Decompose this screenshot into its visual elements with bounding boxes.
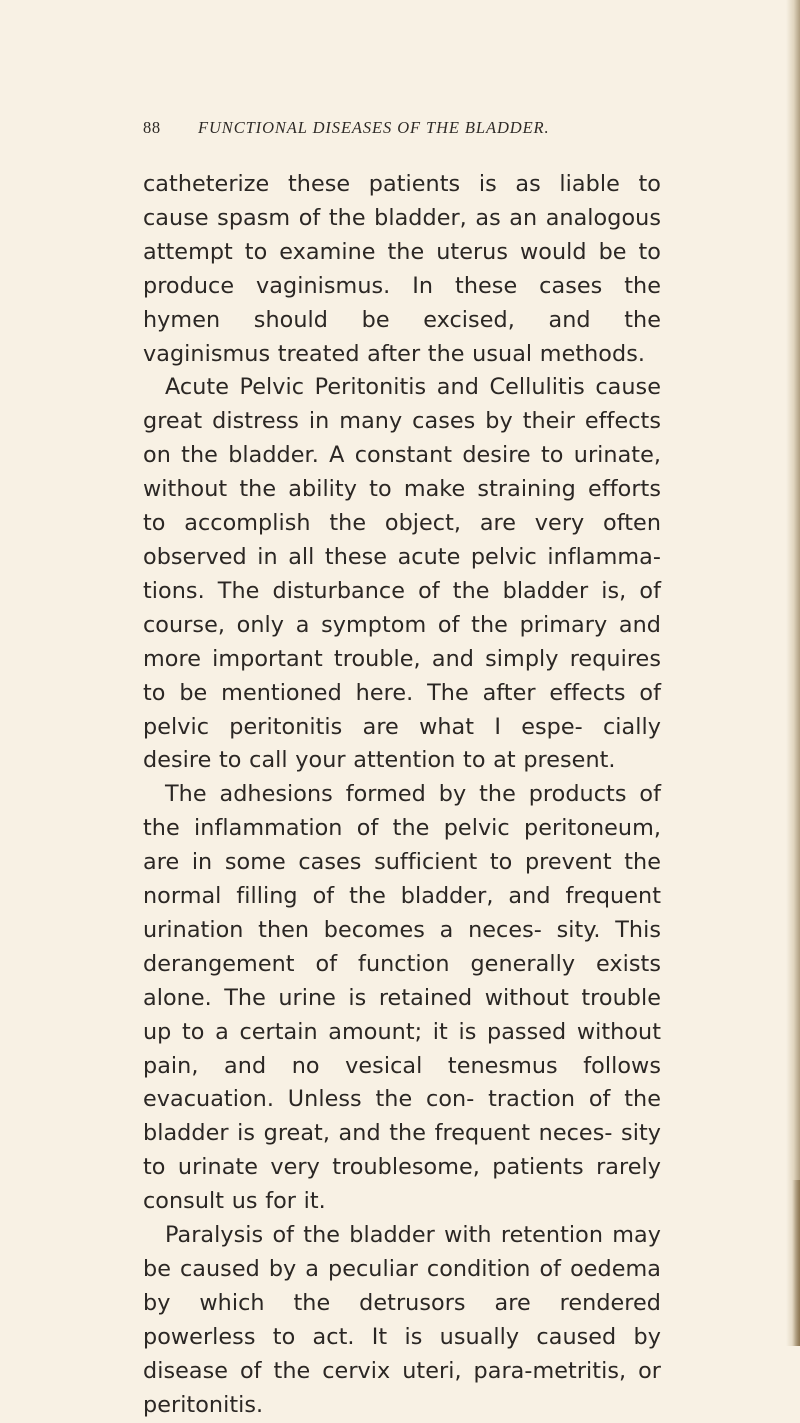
paragraph: The adhesions formed by the products of the inflammation of the pelvic peritoneum, are in some cases sufficient to prevent the normal filling of the bladder, and frequent urination then becomes a neces- sity. This derangement of function generally exists alone. The urine is retained without trouble up to a certain amount; it is passed without pain, and no vesical tenesmus follows evacuation. Unless the con- traction of the bladder is great, and the frequent neces- sity to urinate very troublesome, patients rarely consult us for it. — [143, 781, 661, 1215]
body-text — [143, 168, 661, 1423]
paragraph: catheterize these patients is as liable to cause spasm of the bladder, as an analogous attempt to examine the uterus would be to produce vaginismus. In these cases the hymen should be excised, and the vaginismus treated after the usual methods. — [143, 171, 661, 367]
running-title: FUNCTIONAL DISEASES OF THE BLADDER. — [198, 118, 550, 137]
page-edge-shadow — [786, 0, 800, 1346]
paragraph: Acute Pelvic Peritonitis and Cellulitis cause great distress in many cases by their effects on the bladder. A constant desire to urinate, without the ability to make straining efforts to accomplish the object, are very often observed in all these acute pelvic inflamma- tions. The disturbance of the bladder is, of course, only a symptom of the primary and more important trouble, and simply requires to be mentioned here. The after effects of pelvic peritonitis are what I espe- cially desire to call your attention to at present. — [143, 374, 661, 774]
page-number: 88 — [143, 118, 161, 137]
paragraph: Paralysis of the bladder with retention may be caused by a peculiar condition of oedema by which the detrusors are rendered powerless to act. It is usually caused by disease of the cervix uteri, para-metritis, or peritonitis. — [143, 1222, 661, 1418]
page-edge-shadow-lower — [792, 1180, 800, 1346]
page-header — [143, 118, 663, 142]
